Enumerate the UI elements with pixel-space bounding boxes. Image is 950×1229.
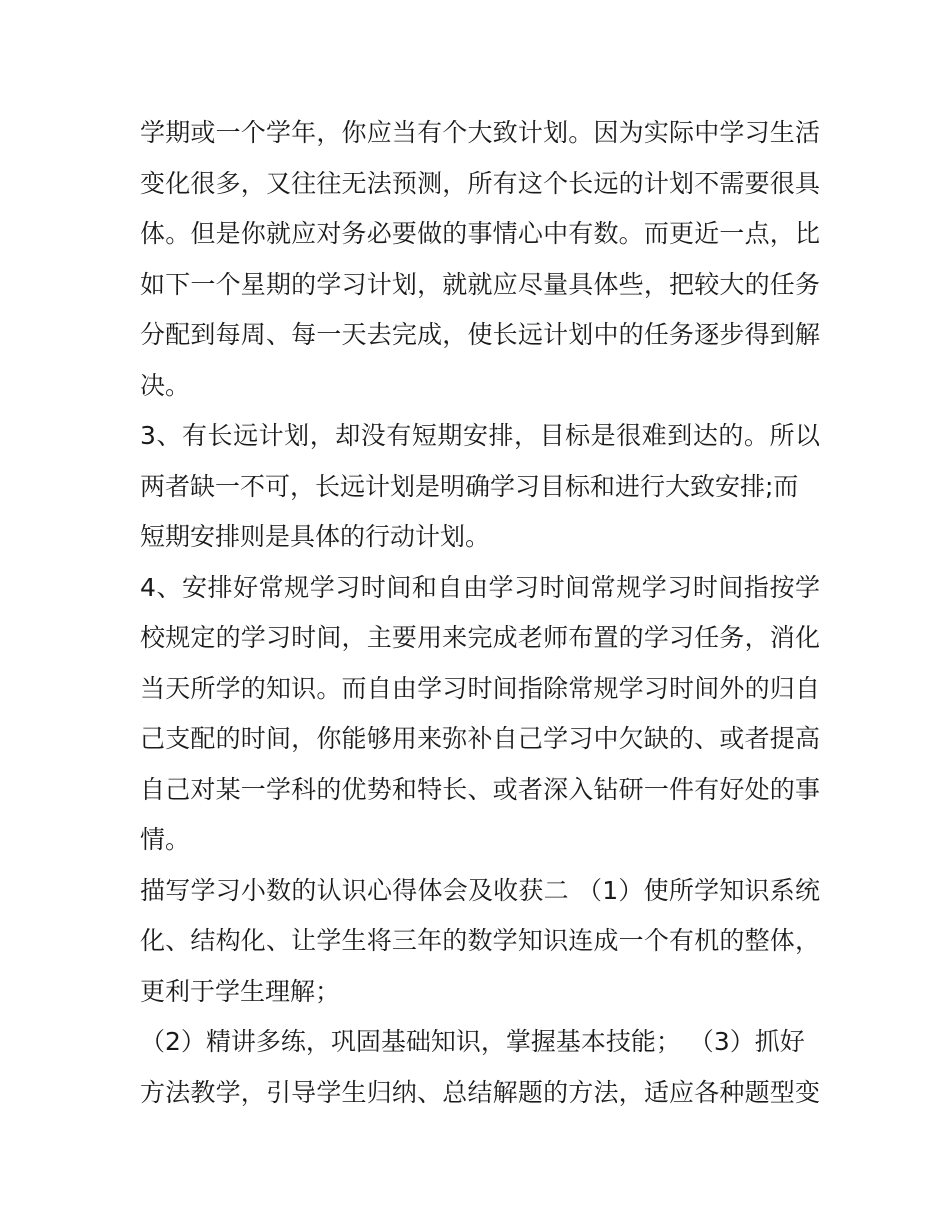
- text-line: 情。: [140, 825, 191, 854]
- text-line: 方法教学，引导学生归纳、总结解题的方法，适应各种题型变: [140, 1077, 820, 1107]
- text-line: 描写学习小数的认识心得体会及收获二 （1）使所学知识系统: [140, 875, 820, 905]
- text-line: 学期或一个学年，你应当有个大致计划。因为实际中学习生活: [140, 118, 820, 147]
- text-line: 两者缺一不可，长远计划是明确学习目标和进行大致安排;而: [140, 471, 799, 501]
- text-line: 变化很多，又往往无法预测，所有这个长远的计划不需要很具: [140, 168, 820, 198]
- text-line: 自己对某一学科的优势和特长、或者深入钻研一件有好处的事: [140, 774, 820, 804]
- text-line: 如下一个星期的学习计划，就就应尽量具体些，把较大的任务: [140, 269, 820, 299]
- text-line: 短期安排则是具体的行动计划。: [140, 522, 491, 551]
- text-line: 3、有长远计划，却没有短期安排，目标是很难到达的。所以: [140, 421, 820, 450]
- text-line: 己支配的时间，你能够用来弥补自己学习中欠缺的、或者提高: [140, 724, 820, 753]
- text-line: 决。: [140, 370, 191, 400]
- text-line: 分配到每周、每一天去完成，使长远计划中的任务逐步得到解: [140, 320, 820, 349]
- text-line: 体。但是你就应对务必要做的事情心中有数。而更近一点，比: [140, 219, 820, 248]
- text-line: 更利于学生理解；: [140, 976, 341, 1006]
- text-line: 4、安排好常规学习时间和自由学习时间常规学习时间指按学: [140, 572, 820, 602]
- text-line: （2）精讲多练，巩固基础知识，掌握基本技能； （3）抓好: [140, 1027, 805, 1056]
- document-body: [140, 108, 820, 1118]
- text-line: 校规定的学习时间，主要用来完成老师布置的学习任务，消化: [140, 623, 820, 652]
- text-line: 化、结构化、让学生将三年的数学知识连成一个有机的整体，: [140, 926, 820, 955]
- text-line: 当天所学的知识。而自由学习时间指除常规学习时间外的归自: [140, 673, 820, 703]
